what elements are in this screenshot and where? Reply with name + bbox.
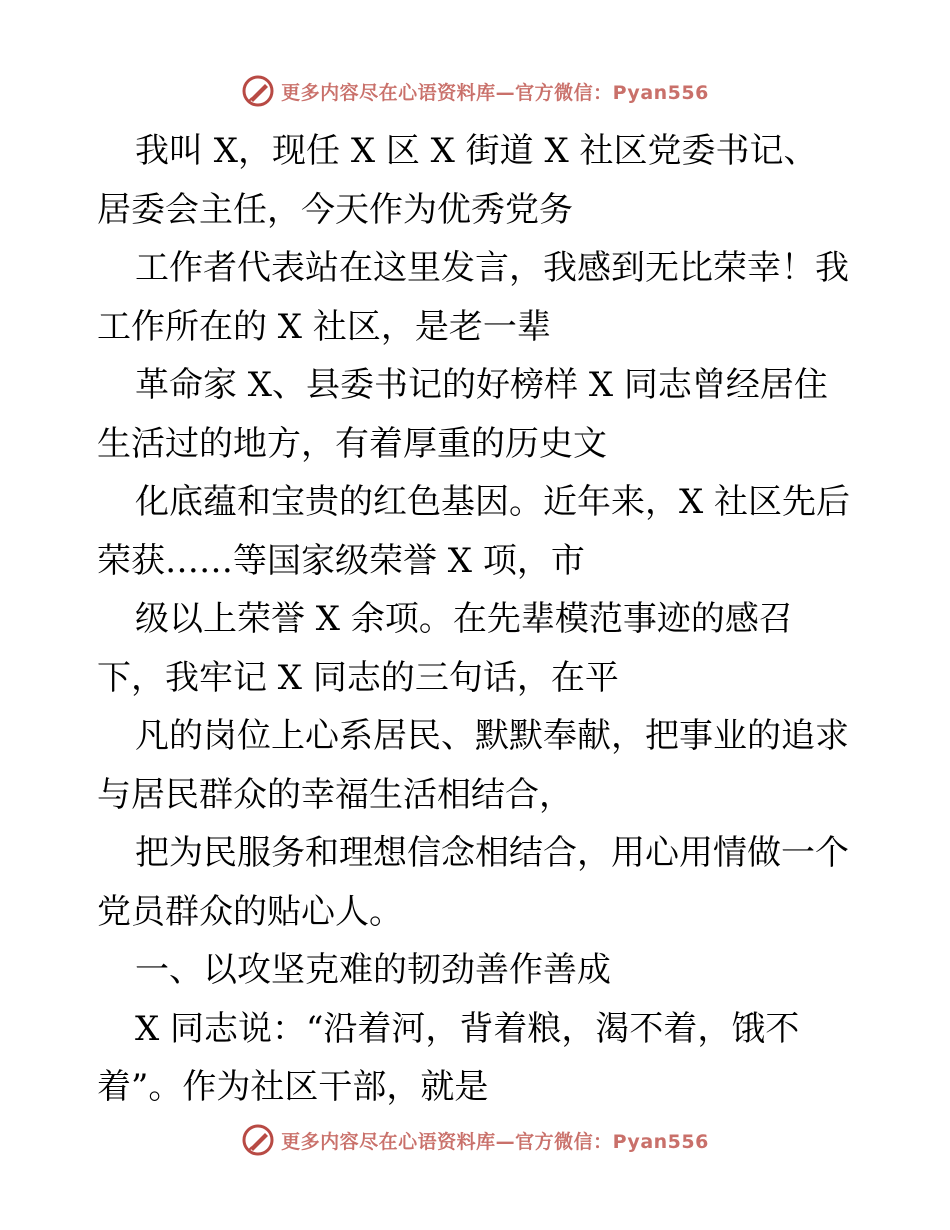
paragraph-1 [97, 122, 867, 239]
paragraph-4-line-2: 荣获……等国家级荣誉 X 项，市 [97, 540, 585, 581]
paragraph-6-line-1: 凡的岗位上心系居民、默默奉献，把事业的追求 [135, 716, 849, 756]
paragraph-7-line-2: 党员群众的贴心人。 [97, 891, 403, 932]
paragraph-2-line-1: 工作者代表站在这里发言，我感到无比荣幸！我 [135, 248, 849, 288]
header-banner-text: 更多内容尽在心语资料库—官方微信：Pyan556 [281, 81, 709, 104]
paragraph-8 [97, 1000, 867, 1117]
paragraph-7-line-1: 把为民服务和理想信念相结合，用心用情做一个 [135, 833, 849, 873]
paragraph-4 [97, 473, 867, 590]
quill-seal-icon [241, 74, 275, 108]
header-banner [0, 71, 950, 111]
paragraph-2-line-2: 工作所在的 X 社区，是老一辈 [97, 306, 551, 347]
paragraph-7 [97, 824, 867, 941]
quill-seal-icon [241, 1123, 275, 1157]
document-body [97, 122, 867, 1117]
footer-banner-text: 更多内容尽在心语资料库—官方微信：Pyan556 [281, 1130, 709, 1153]
paragraph-6-line-2: 与居民群众的幸福生活相结合， [97, 774, 573, 815]
paragraph-6 [97, 707, 867, 824]
section-heading-text: 一、以攻坚克难的韧劲善作善成 [135, 950, 611, 990]
paragraph-1-line-2: 居委会主任，今天作为优秀党务 [97, 189, 573, 230]
paragraph-3 [97, 356, 867, 473]
footer-banner [0, 1120, 950, 1160]
paragraph-5-line-1: 级以上荣誉 X 余项。在先辈模范事迹的感召 [135, 599, 793, 639]
paragraph-8-line-2: 着”。作为社区干部，就是 [97, 1067, 489, 1107]
paragraph-2 [97, 239, 867, 356]
section-heading [97, 941, 867, 1000]
paragraph-5 [97, 590, 867, 707]
paragraph-5-line-2: 下，我牢记 X 同志的三句话，在平 [97, 657, 619, 698]
paragraph-3-line-2: 生活过的地方，有着厚重的历史文 [97, 423, 607, 464]
paragraph-1-line-1: 我叫 X，现任 X 区 X 街道 X 社区党委书记、 [135, 131, 818, 171]
paragraph-3-line-1: 革命家 X、县委书记的好榜样 X 同志曾经居住 [135, 365, 828, 405]
paragraph-4-line-1: 化底蕴和宝贵的红色基因。近年来，X 社区先后 [135, 482, 851, 522]
paragraph-8-line-1: X 同志说：“沿着河，背着粮，渴不着，饿不 [135, 1008, 800, 1049]
